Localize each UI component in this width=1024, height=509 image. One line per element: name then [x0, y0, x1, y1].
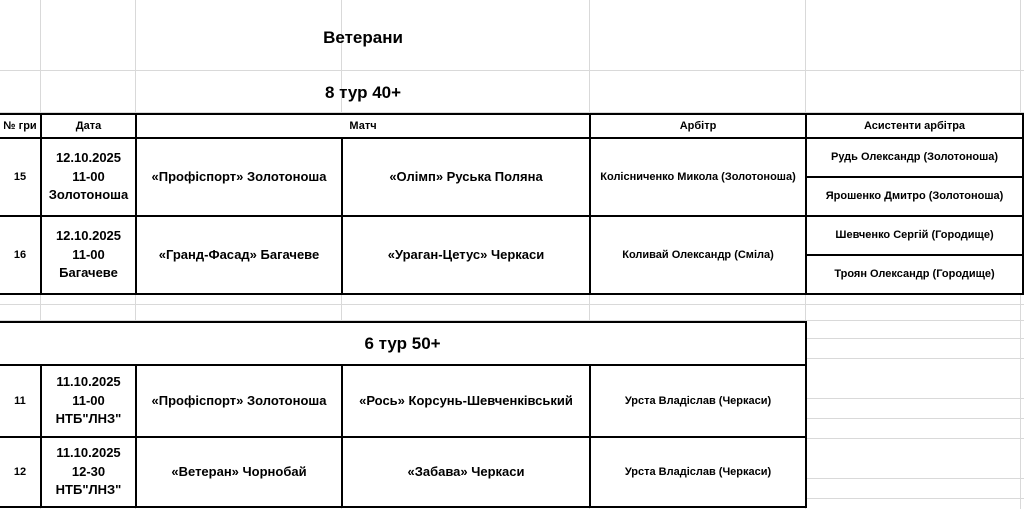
- header-row: [0, 114, 1023, 138]
- table-row: [0, 138, 1023, 177]
- section2-title-row: [0, 322, 806, 365]
- venue-value: Золотоноша: [48, 187, 129, 203]
- away-team: «Рось» Корсунь-Шевченківський: [342, 365, 590, 437]
- date-value: 12.10.2025: [55, 149, 122, 165]
- home-team: «Ветеран» Чорнобай: [136, 437, 342, 507]
- away-team: «Олімп» Руська Поляна: [342, 138, 590, 216]
- date-value: 11.10.2025: [56, 444, 121, 460]
- page-title: Ветерани: [323, 28, 403, 47]
- venue-value: НТБ"ЛНЗ": [55, 482, 122, 498]
- referee: Коливай Олександр (Сміла): [590, 216, 806, 294]
- table-row: [0, 216, 1023, 255]
- away-team: «Ураган-Цетус» Черкаси: [342, 216, 590, 294]
- section2-table: [0, 321, 807, 508]
- section1-table: [0, 113, 1024, 295]
- section2-title: 6 тур 50+: [0, 322, 806, 365]
- header-num: № гри: [0, 114, 41, 138]
- game-number: 12: [0, 437, 41, 507]
- header-referee: Арбітр: [590, 114, 806, 138]
- assistant-referee: Троян Олександр (Городище): [806, 255, 1023, 294]
- home-team: «Гранд-Фасад» Багачеве: [136, 216, 342, 294]
- game-number: 11: [0, 365, 41, 437]
- time-value: 11-00: [72, 246, 105, 262]
- game-date: [41, 365, 136, 437]
- away-team: «Забава» Черкаси: [342, 437, 590, 507]
- header-date: Дата: [41, 114, 136, 138]
- home-team: «Профіспорт» Золотоноша: [136, 138, 342, 216]
- header-match: Матч: [136, 114, 590, 138]
- venue-value: НТБ"ЛНЗ": [55, 411, 122, 427]
- table-row: [0, 365, 806, 437]
- table-row: [0, 437, 806, 507]
- date-value: 11.10.2025: [56, 373, 121, 389]
- game-date: [41, 216, 136, 294]
- referee: Колісниченко Микола (Золотоноша): [590, 138, 806, 216]
- game-date: [41, 437, 136, 507]
- section1-title: 8 тур 40+: [324, 83, 402, 102]
- assistant-referee: Ярошенко Дмитро (Золотоноша): [806, 177, 1023, 216]
- time-value: 11-00: [72, 392, 105, 408]
- time-value: 11-00: [72, 168, 105, 184]
- date-value: 12.10.2025: [55, 227, 122, 243]
- referee: Урста Владіслав (Черкаси): [590, 437, 806, 507]
- time-value: 12-30: [71, 463, 106, 479]
- assistant-referee: Рудь Олександр (Золотоноша): [806, 138, 1023, 177]
- assistant-referee: Шевченко Сергій (Городище): [806, 216, 1023, 255]
- header-assistants: Асистенти арбітра: [806, 114, 1023, 138]
- venue-value: Багачеве: [59, 265, 118, 281]
- referee: Урста Владіслав (Черкаси): [590, 365, 806, 437]
- game-number: 15: [0, 138, 41, 216]
- game-date: [41, 138, 136, 216]
- game-number: 16: [0, 216, 41, 294]
- home-team: «Профіспорт» Золотоноша: [136, 365, 342, 437]
